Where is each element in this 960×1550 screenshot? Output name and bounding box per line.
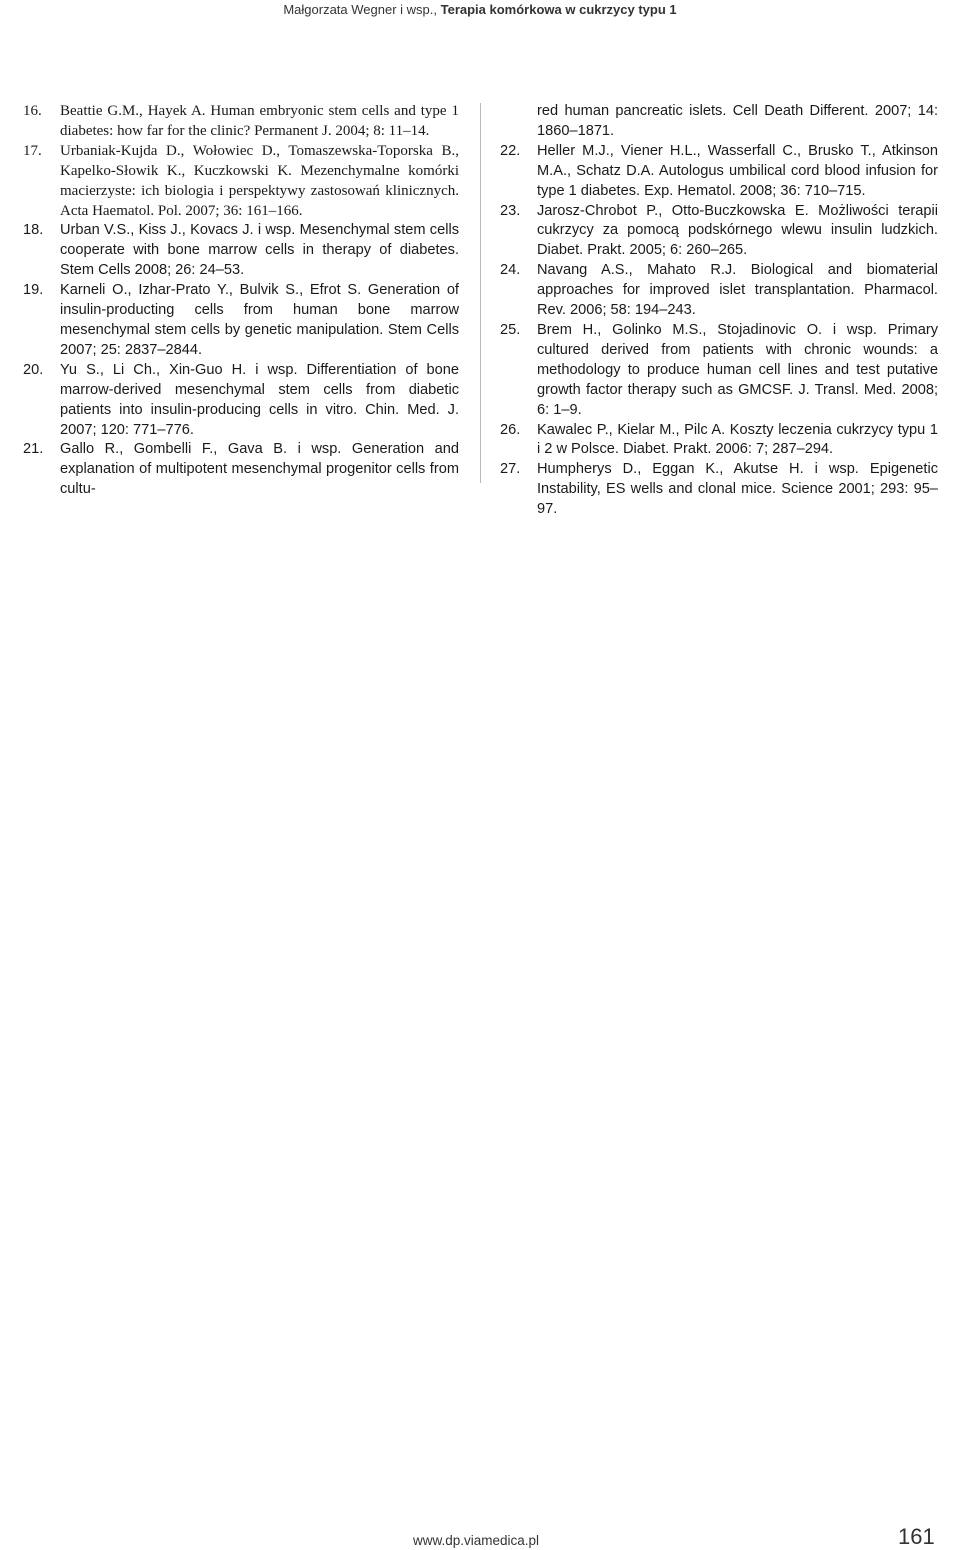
reference-item <box>23 221 459 281</box>
reference-text: Humpherys D., Eggan K., Akutse H. i wsp. Epigenetic Instability, ES wells and clonal mice. Science 2001; 293: 95–97. <box>537 461 938 518</box>
header-authors: Małgorzata Wegner i wsp., <box>283 2 441 17</box>
references-left-column <box>23 102 459 500</box>
reference-text: Brem H., Golinko M.S., Stojadinovic O. i wsp. Primary cultured derived from patients with chronic wounds: a methodology to produce human cell lines and test putative growth factor therapy such as GMCSF. J. Transl. Med. 2008; 6: 1–9. <box>537 321 938 418</box>
reference-number: 19. <box>23 282 44 299</box>
reference-item <box>23 142 459 222</box>
reference-text: Beattie G.M., Hayek A. Human embryonic stem cells and type 1 diabetes: how far for the clinic? Permanent J. 2004; 8: 11–14. <box>60 103 459 139</box>
column-divider <box>480 103 481 483</box>
reference-text: Jarosz-Chrobot P., Otto-Buczkowska E. Możliwości terapii cukrzycy za pomocą podskórnego wlewu insulin ludzkich. Diabet. Prakt. 2005; 6: 260–265. <box>537 202 938 259</box>
reference-text: Karneli O., Izhar-Prato Y., Bulvik S., Efrot S. Generation of insulin-producting cells from human bone marrow mesenchymal stem cells by genetic manipulation. Stem Cells 2007; 25: 2837–2844. <box>60 282 459 358</box>
reference-text: Kawalec P., Kielar M., Pilc A. Koszty leczenia cukrzycy typu 1 i 2 w Polsce. Diabet. Prakt. 2006: 7; 287–294. <box>537 421 938 458</box>
reference-text: Urbaniak-Kujda D., Wołowiec D., Tomaszewska-Toporska B., Kapelko-Słowik K., Kuczkowski K. Mezenchymalne komórki macierzyste: ich biologia i perspektywy zastosowań klinicznych. Acta Haematol. Pol. 2007; 36: 161–166. <box>60 142 459 219</box>
reference-item <box>500 202 938 262</box>
reference-text: Gallo R., Gombelli F., Gava B. i wsp. Generation and explanation of multipotent mesenchymal progenitor cells from cultu- <box>60 441 459 498</box>
reference-item <box>500 142 938 202</box>
references-right-column <box>500 102 938 520</box>
reference-item <box>500 261 938 321</box>
reference-number: 21. <box>23 441 44 458</box>
reference-item <box>23 361 459 441</box>
reference-number: 25. <box>500 321 521 338</box>
reference-number: 26. <box>500 421 521 438</box>
reference-continuation <box>500 102 938 142</box>
reference-item <box>23 281 459 361</box>
reference-text: Yu S., Li Ch., Xin-Guo H. i wsp. Differentiation of bone marrow-derived mesenchymal stem cells from diabetic patients into insulin-producing cells in vitro. Chin. Med. J. 2007; 120: 771–776. <box>60 361 459 438</box>
reference-number: 16. <box>23 103 42 119</box>
journal-website-link[interactable]: www.dp.viamedica.pl <box>413 1533 540 1548</box>
reference-text: red human pancreatic islets. Cell Death Different. 2007; 14: 1860–1871. <box>537 103 938 139</box>
reference-text: Urban V.S., Kiss J., Kovacs J. i wsp. Mesenchymal stem cells cooperate with bone marrow cells in therapy of diabetes. Stem Cells 2008; 26: 24–53. <box>60 222 459 279</box>
header-article-title: Terapia komórkowa w cukrzycy typu 1 <box>440 2 677 17</box>
reference-text: Navang A.S., Mahato R.J. Biological and biomaterial approaches for improved islet transplantation. Pharmacol. Rev. 2006; 58: 194–243. <box>537 262 938 319</box>
reference-number: 18. <box>23 222 44 239</box>
reference-item <box>23 440 459 500</box>
reference-number: 22. <box>500 142 521 159</box>
reference-item <box>500 421 938 461</box>
reference-text: Heller M.J., Viener H.L., Wasserfall C., Brusko T., Atkinson M.A., Schatz D.A. Autologus umbilical cord blood infusion for type 1 diabetes. Exp. Hematol. 2008; 36: 710–715. <box>537 142 938 199</box>
running-head <box>280 0 680 20</box>
reference-item <box>23 102 459 142</box>
page-number: 161 <box>898 1524 935 1549</box>
reference-number: 23. <box>500 202 521 219</box>
reference-number: 27. <box>500 461 521 478</box>
reference-number: 24. <box>500 262 521 279</box>
reference-number: 20. <box>23 361 44 378</box>
reference-item <box>500 321 938 421</box>
reference-number: 17. <box>23 142 42 159</box>
reference-item <box>500 460 938 520</box>
